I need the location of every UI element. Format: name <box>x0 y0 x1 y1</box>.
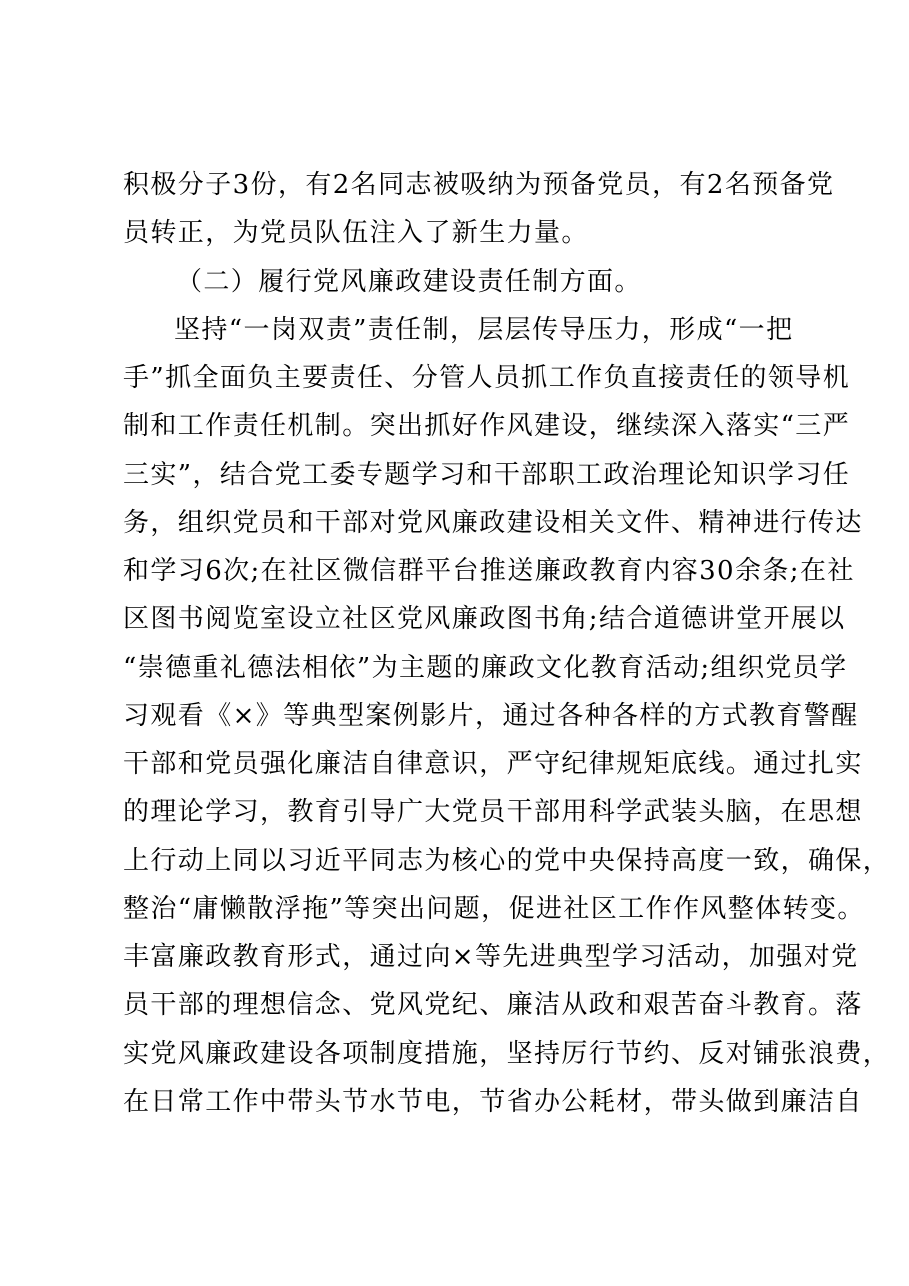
text-line: 三实”，结合党工委专题学习和干部职工政治理论知识学习任 <box>123 460 851 490</box>
text-line: 务，组织党员和干部对党风廉政建设相关文件、精神进行传达 <box>123 508 863 538</box>
text-line: 在日常工作中带头节水节电，节省办公耗材，带头做到廉洁自 <box>123 1087 863 1117</box>
section-heading: （二）履行党风廉政建设责任制方面。 <box>176 267 642 297</box>
text-line: 员转正，为党员队伍注入了新生力量。 <box>123 218 589 248</box>
text-line: “崇德重礼德法相依”为主题的廉政文化教育活动;组织党员学 <box>123 653 848 683</box>
text-line: 员干部的理想信念、党风党纪、廉洁从政和艰苦奋斗教育。落 <box>123 990 863 1020</box>
text-line: 整治“庸懒散浮拖”等突出问题，促进社区工作作风整体转变。 <box>123 894 865 924</box>
text-line: 实党风廉政建设各项制度措施，坚持厉行节约、反对铺张浪费， <box>123 1039 891 1069</box>
text-line: 手”抓全面负主要责任、分管人员抓工作负直接责任的领导机 <box>123 363 851 393</box>
text-line: 制和工作责任机制。突出抓好作风建设，继续深入落实“三严 <box>123 411 851 441</box>
text-line: 区图书阅览室设立社区党风廉政图书角;结合道德讲堂开展以 <box>123 604 846 634</box>
text-line: 和学习6次;在社区微信群平台推送廉政教育内容30余条;在社 <box>123 556 855 586</box>
text-line: 积极分子3份，有2名同志被吸纳为预备党员，有2名预备党 <box>123 170 835 200</box>
text-line: 上行动上同以习近平同志为核心的党中央保持高度一致，确保， <box>123 846 891 876</box>
text-line: 干部和党员强化廉洁自律意识，严守纪律规矩底线。通过扎实 <box>123 749 863 779</box>
text-line: 习观看《×》等典型案例影片，通过各种各样的方式教育警醒 <box>123 701 859 731</box>
text-line: 丰富廉政教育形式，通过向×等先进典型学习活动，加强对党 <box>123 942 859 972</box>
paragraph-first-line: 坚持“一岗双责”责任制，层层传导压力，形成“一把 <box>174 315 794 345</box>
text-line: 的理论学习，教育引导广大党员干部用科学武装头脑，在思想 <box>123 797 863 827</box>
